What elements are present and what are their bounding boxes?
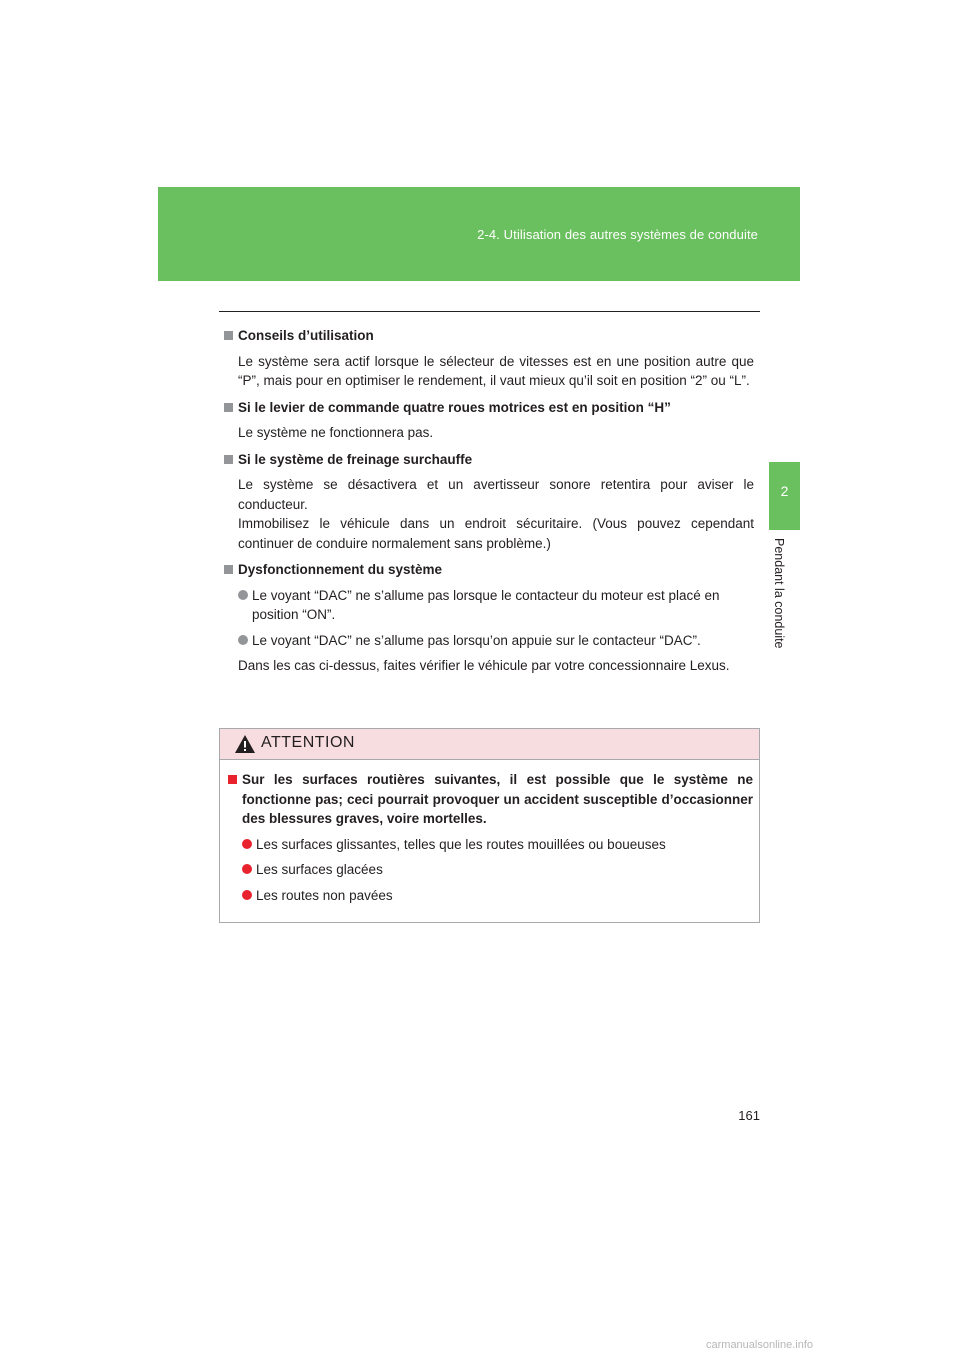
round-bullet-icon (238, 590, 248, 600)
warning-triangle-icon (234, 734, 256, 754)
square-bullet-icon (228, 775, 237, 784)
page-number: 161 (738, 1108, 760, 1123)
section-heading: Dysfonctionnement du système (222, 560, 754, 580)
section-heading: Conseils d’utilisation (222, 326, 754, 346)
list-item: Les surfaces glacées (242, 860, 753, 880)
section-tips (222, 326, 754, 391)
main-content (222, 326, 754, 683)
paragraph: Le système ne fonctionnera pas. (238, 425, 434, 440)
chapter-tab (769, 462, 800, 530)
chapter-number: 2 (780, 483, 789, 499)
paragraph: Le système se désactivera et un avertisseur sonore retentira pour aviser le conducteur. Immobilisez le véhicule dans un endroit sécuritaire. (Vous pouvez cependant continuer de conduire normalement sans problème.) (238, 477, 754, 551)
section-malfunction (222, 560, 754, 676)
watermark: carmanualsonline.info (706, 1339, 814, 1351)
square-bullet-icon (224, 403, 233, 412)
paragraph: Le système sera actif lorsque le sélecteur de vitesses est en une position autre que “P”, mais pour en optimiser le rendement, il vaut mieux qu’il soit en position “2” ou “L”. (238, 353, 754, 388)
warning-header (220, 729, 759, 760)
list-item: Les surfaces glissantes, telles que les routes mouillées ou boueuses (242, 835, 753, 855)
list-item: Le voyant “DAC” ne s’allume pas lorsqu’on appuie sur le contacteur “DAC”. (238, 631, 754, 651)
square-bullet-icon (224, 331, 233, 340)
divider (219, 311, 760, 312)
section-overheat (222, 450, 754, 554)
round-bullet-icon (238, 635, 248, 645)
warning-title: ATTENTION (261, 734, 355, 751)
warning-body (220, 760, 759, 905)
paragraph: Dans les cas ci-dessus, faites vérifier le véhicule par votre concessionnaire Lexus. (238, 658, 730, 673)
section-title: 2-4. Utilisation des autres systèmes de conduite (477, 227, 758, 242)
warning-heading: Sur les surfaces routières suivantes, il est possible que le système ne fonctionne pas; ceci pourrait provoquer un accident susceptible d’occasionner des blessures graves, voire mortelles. (226, 770, 753, 829)
list-item: Les routes non pavées (242, 886, 753, 906)
square-bullet-icon (224, 565, 233, 574)
round-bullet-icon (242, 890, 252, 900)
header-bar (158, 187, 800, 281)
section-heading: Si le système de freinage surchauffe (222, 450, 754, 470)
chapter-label: Pendant la conduite (772, 538, 786, 649)
section-4wd-lever (222, 398, 754, 443)
section-heading: Si le levier de commande quatre roues motrices est en position “H” (222, 398, 754, 418)
list-item: Le voyant “DAC” ne s’allume pas lorsque le contacteur du moteur est placé en position “ON”. (238, 586, 754, 625)
round-bullet-icon (242, 839, 252, 849)
warning-box (219, 728, 760, 923)
round-bullet-icon (242, 864, 252, 874)
square-bullet-icon (224, 455, 233, 464)
